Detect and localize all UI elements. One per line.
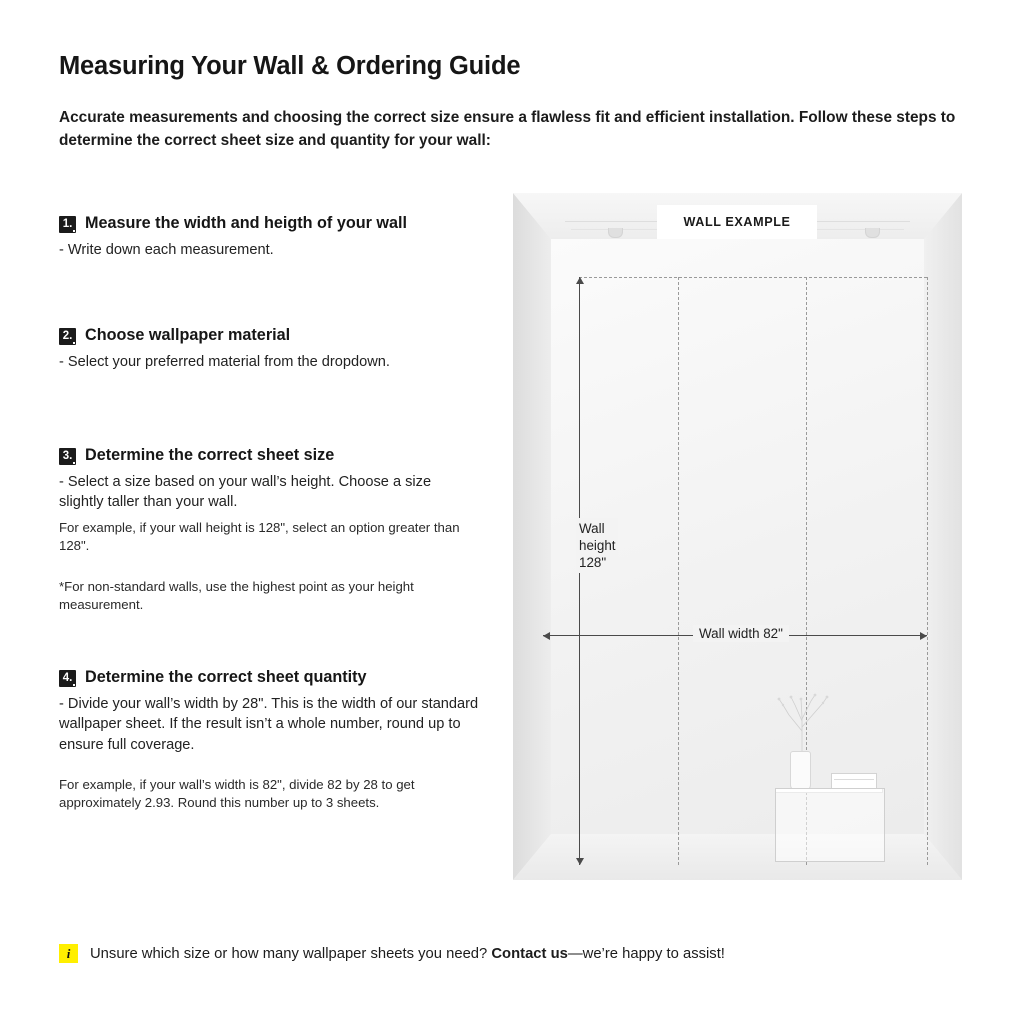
step-4-body: - Divide your wall’s width by 28". This is the width of our standard wallpaper sheet. If the result isn’t a whole number, round up to ensure full coverage.	[59, 695, 479, 754]
side-table	[775, 788, 885, 862]
branches-decoration	[771, 691, 833, 755]
panel-seam	[927, 277, 928, 865]
panel-seam-top	[579, 277, 927, 278]
step-4-title: Determine the correct sheet quantity	[85, 668, 367, 686]
step-3-body: - Select a size based on your wall’s height. Choose a size slightly taller than your wall.	[59, 473, 432, 511]
wall-height-label-line2: height	[579, 538, 616, 554]
step-2-number: 2.	[59, 328, 76, 345]
step-3-title: Determine the correct sheet size	[85, 446, 335, 464]
step-1-title: Measure the width and heigth of your wall	[85, 214, 407, 232]
left-wall	[513, 193, 551, 880]
step-1-head	[59, 213, 479, 234]
wall-width-label: Wall width 82"	[693, 625, 789, 642]
vase	[790, 751, 811, 791]
floor	[513, 834, 962, 880]
step-3-example: For example, if your wall height is 128", select an option greater than 128".	[59, 520, 460, 554]
books-stack	[831, 773, 877, 789]
step-4	[59, 667, 484, 812]
wall-example-illustration	[513, 193, 962, 880]
step-3-number: 3.	[59, 448, 76, 465]
footer-text-before: Unsure which size or how many wallpaper sheets you need?	[90, 945, 492, 962]
ceiling-spotlight-icon	[608, 228, 623, 238]
wall-height-label-line3: 128"	[579, 555, 607, 571]
step-4-number: 4.	[59, 670, 76, 687]
right-wall	[924, 193, 962, 880]
step-1-body: - Write down each measurement.	[59, 241, 274, 258]
footer-text	[90, 946, 725, 962]
step-2-title: Choose wallpaper material	[85, 326, 291, 344]
wall-height-label-line1: Wall	[579, 521, 605, 536]
panel-seam	[678, 277, 679, 865]
footer-text-after: —we’re happy to assist!	[567, 945, 725, 962]
footer-help	[59, 944, 725, 963]
contact-us-link[interactable]: Contact us	[491, 945, 568, 962]
wall-example-badge: WALL EXAMPLE	[657, 205, 817, 239]
step-4-example: For example, if your wall’s width is 82", divide 82 by 28 to get approximately 2.93. Round this number up to 3 sheets.	[59, 776, 415, 811]
step-2-body: - Select your preferred material from the dropdown.	[59, 353, 390, 370]
step-3	[59, 445, 479, 614]
intro-paragraph: Accurate measurements and choosing the correct size ensure a flawless fit and efficient installation. Follow these steps to determine the correct sheet size and quantity for your wall:	[59, 109, 956, 150]
step-3-head	[59, 445, 479, 466]
info-icon: i	[59, 944, 78, 963]
step-4-head	[59, 667, 484, 688]
step-1	[59, 213, 479, 260]
step-3-note: *For non-standard walls, use the highest point as your height measurement.	[59, 578, 414, 612]
step-2-head	[59, 325, 479, 346]
wall-height-label	[576, 518, 618, 573]
step-1-number: 1.	[59, 216, 76, 233]
ceiling-spotlight-icon	[865, 228, 880, 238]
step-2	[59, 325, 479, 372]
page-title: Measuring Your Wall & Ordering Guide	[59, 52, 521, 80]
